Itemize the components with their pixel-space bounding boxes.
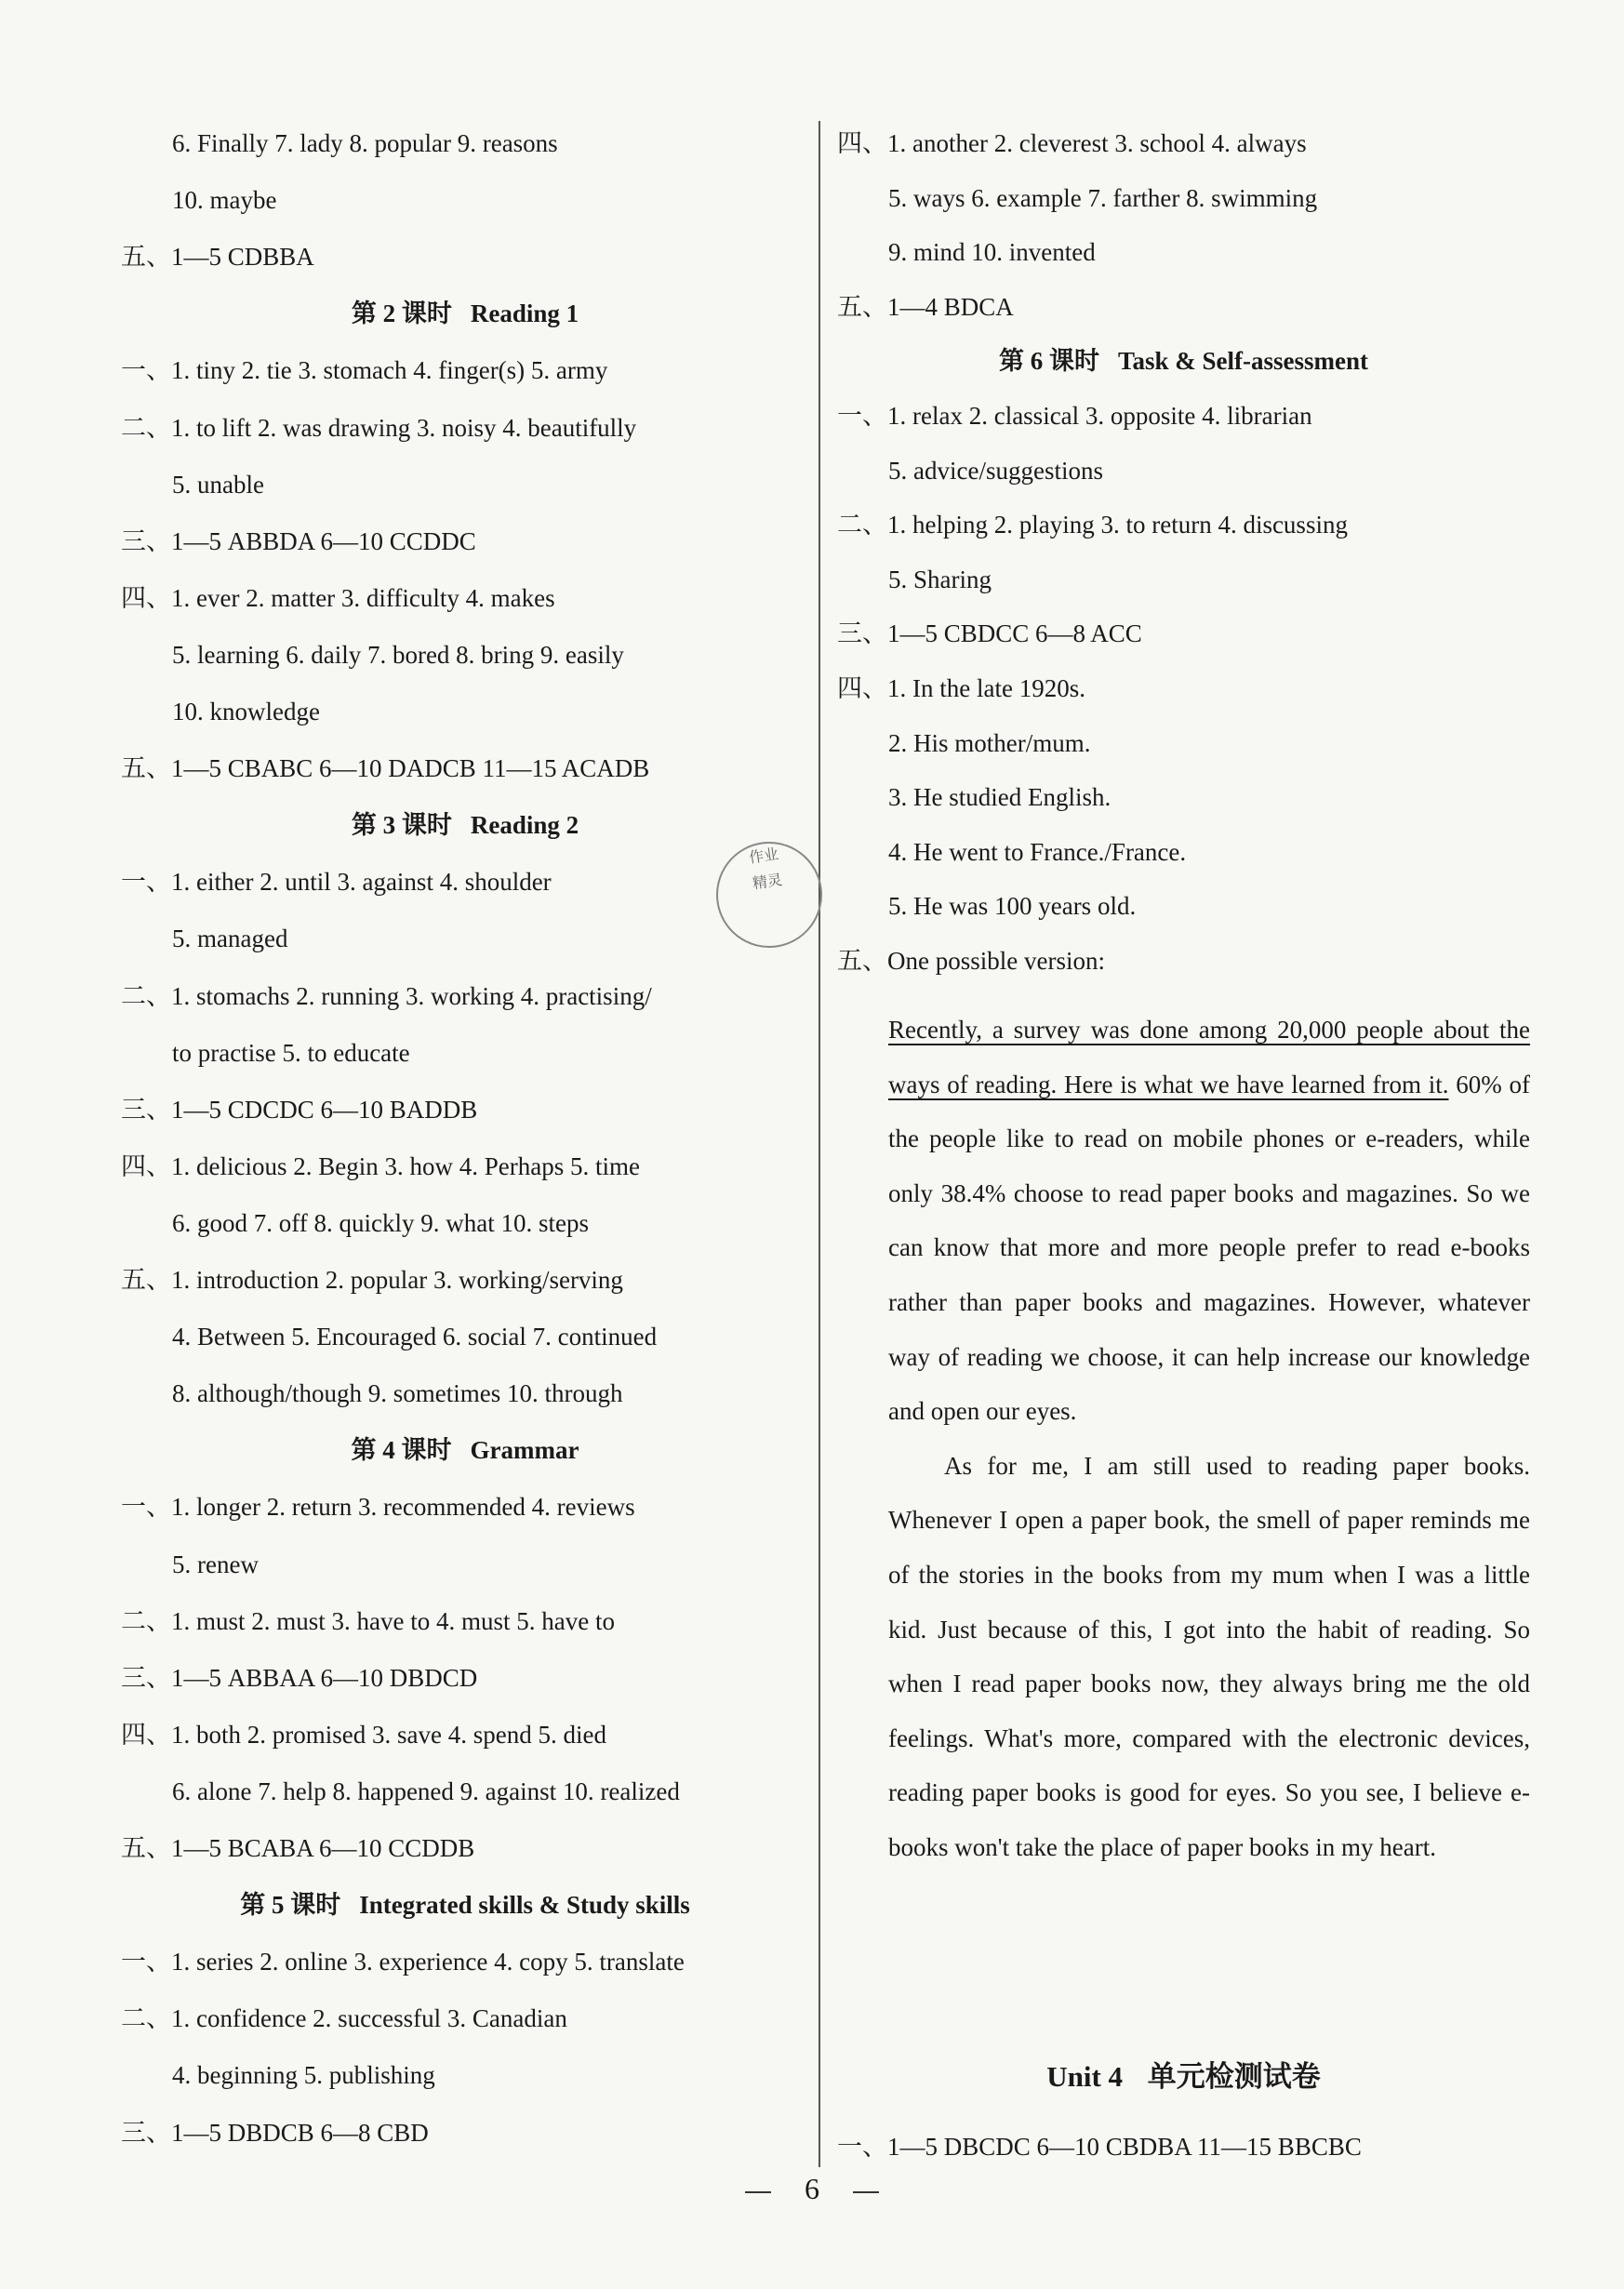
page-number-value: 6	[805, 2172, 819, 2205]
answer-line: 10. maybe	[172, 186, 277, 215]
lesson-number: 第 5 课时	[240, 1891, 341, 1920]
answer-line: 五、1—5 CBABC 6—10 DADCB 11—15 ACADB	[121, 754, 650, 783]
stamp-logo	[710, 835, 830, 955]
answer-line: to practise 5. to educate	[172, 1038, 410, 1067]
answer-line: 一、1—5 DBCDC 6—10 CBDBA 11—15 BBCBC	[837, 2133, 1362, 2161]
answer-line: 5. learning 6. daily 7. bored 8. bring 9. easily	[172, 640, 624, 669]
lesson-title: Task & Self-assessment	[1117, 347, 1369, 376]
answer-line: 5. renew	[172, 1550, 259, 1578]
column-divider	[819, 121, 820, 2167]
lesson-title: Reading 1	[470, 299, 579, 328]
answer-line: 四、1. another 2. cleverest 3. school 4. always	[837, 129, 1307, 157]
answer-line: 6. alone 7. help 8. happened 9. against 10. realized	[172, 1777, 680, 1805]
unit-heading	[837, 2060, 1530, 2095]
unit-title: 单元检测试卷	[1147, 2060, 1321, 2093]
stamp-text-2: 精灵	[752, 872, 784, 893]
answer-line: 三、1—5 CBDCC 6—8 ACC	[837, 619, 1142, 648]
answer-line: 10. knowledge	[172, 698, 320, 725]
answer-line: 三、1—5 DBDCB 6—8 CBD	[121, 2118, 429, 2147]
answer-line: 5. ways 6. example 7. farther 8. swimming	[888, 183, 1318, 212]
answer-line: 二、1. to lift 2. was drawing 3. noisy 4. beautifully	[121, 413, 637, 442]
answer-line: 五、One possible version:	[837, 947, 1105, 975]
dash-right	[853, 2191, 879, 2193]
answer-line: 5. unable	[172, 470, 264, 499]
dash-left	[745, 2191, 771, 2193]
answer-line: 三、1—5 ABBAA 6—10 DBDCD	[121, 1663, 478, 1692]
answer-line: 五、1. introduction 2. popular 3. working/serving	[121, 1266, 623, 1294]
answer-line: 五、1—5 BCABA 6—10 CCDDB	[121, 1834, 475, 1862]
answer-line: 4. beginning 5. publishing	[172, 2061, 435, 2090]
unit-label: Unit 4	[1046, 2060, 1124, 2093]
answer-line: 6. Finally 7. lady 8. popular 9. reasons	[172, 129, 558, 157]
answer-line: 5. He was 100 years old.	[888, 892, 1137, 921]
answer-line: 四、1. In the late 1920s.	[837, 674, 1085, 702]
answer-line: 二、1. confidence 2. successful 3. Canadian	[121, 2004, 567, 2033]
lesson-title: Grammar	[470, 1436, 579, 1465]
essay-paragraph-2: As for me, I am still used to reading paper books. Whenever I open a paper book, the smell of paper reminds me of the stories in the books from my mum when I was a little kid. Just because of this, I got into the habit of reading. So when I read paper books now, they always bring me the old feelings. What's more, compared with the electronic devices, reading paper books is good for eyes. So you see, I believe e-books won't take the place of paper books in my heart.	[888, 1451, 1530, 1861]
lesson-heading	[121, 297, 809, 330]
answer-line: 3. He studied English.	[888, 783, 1112, 812]
answer-line: 2. His mother/mum.	[888, 728, 1091, 757]
lesson-heading	[121, 1433, 809, 1467]
answer-line: 6. good 7. off 8. quickly 9. what 10. steps	[172, 1208, 589, 1237]
essay-underlined-sentence: Recently, a survey was done among 20,000 people about the ways of reading. Here is what we have learned from it.	[888, 1016, 1530, 1098]
answer-line: 四、1. ever 2. matter 3. difficulty 4. makes	[121, 583, 555, 612]
lesson-number: 第 6 课时	[998, 347, 1099, 376]
answer-line: 四、1. delicious 2. Begin 3. how 4. Perhaps 5. time	[121, 1151, 640, 1180]
lesson-heading	[837, 344, 1530, 378]
lesson-number: 第 4 课时	[351, 1436, 452, 1465]
answer-line: 二、1. helping 2. playing 3. to return 4. discussing	[837, 511, 1348, 539]
answer-line: 五、1—4 BDCA	[837, 292, 1014, 321]
lesson-title: Reading 2	[470, 811, 579, 840]
lesson-number: 第 3 课时	[351, 811, 452, 840]
answer-line: 5. advice/suggestions	[888, 456, 1103, 485]
answer-line: 四、1. both 2. promised 3. save 4. spend 5. died	[121, 1720, 606, 1749]
lesson-number: 第 2 课时	[351, 299, 452, 328]
answer-line: 4. He went to France./France.	[888, 837, 1187, 866]
answer-line: 三、1—5 CDCDC 6—10 BADDB	[121, 1095, 478, 1124]
lesson-title: Integrated skills & Study skills	[359, 1891, 690, 1920]
stamp-text-1: 作业	[748, 846, 780, 867]
answer-line: 三、1—5 ABBDA 6—10 CCDDC	[121, 526, 476, 555]
answer-line: 一、1. longer 2. return 3. recommended 4. reviews	[121, 1493, 635, 1522]
lesson-heading	[121, 1888, 809, 1922]
page-number	[0, 2172, 1624, 2206]
answer-line: 5. Sharing	[888, 565, 992, 593]
essay-paragraph-1: 60% of the people like to read on mobile phones or e-readers, while only 38.4% choose to read paper books and magazines. So we can know that more and more people prefer to read e-books rather than paper books and magazines. However, whatever way of reading we choose, it can help increase our knowledge and open our eyes.	[888, 1070, 1530, 1426]
answer-line: 9. mind 10. invented	[888, 238, 1096, 267]
answer-line: 5. managed	[172, 925, 288, 953]
answer-line: 一、1. relax 2. classical 3. opposite 4. librarian	[837, 402, 1312, 430]
answer-line: 一、1. either 2. until 3. against 4. shoulder	[121, 868, 552, 897]
answer-line: 五、1—5 CDBBA	[121, 243, 314, 272]
answer-line: 4. Between 5. Encouraged 6. social 7. continued	[172, 1323, 658, 1351]
answer-line: 8. although/though 9. sometimes 10. through	[172, 1379, 623, 1408]
answer-line: 一、1. series 2. online 3. experience 4. copy 5. translate	[121, 1948, 685, 1976]
lesson-heading	[121, 808, 809, 842]
answer-line: 一、1. tiny 2. tie 3. stomach 4. finger(s) 5. army	[121, 356, 608, 385]
answer-line: 二、1. must 2. must 3. have to 4. must 5. have to	[121, 1606, 615, 1635]
sample-essay	[888, 1003, 1530, 1875]
answer-line: 二、1. stomachs 2. running 3. working 4. practising/	[121, 981, 652, 1010]
